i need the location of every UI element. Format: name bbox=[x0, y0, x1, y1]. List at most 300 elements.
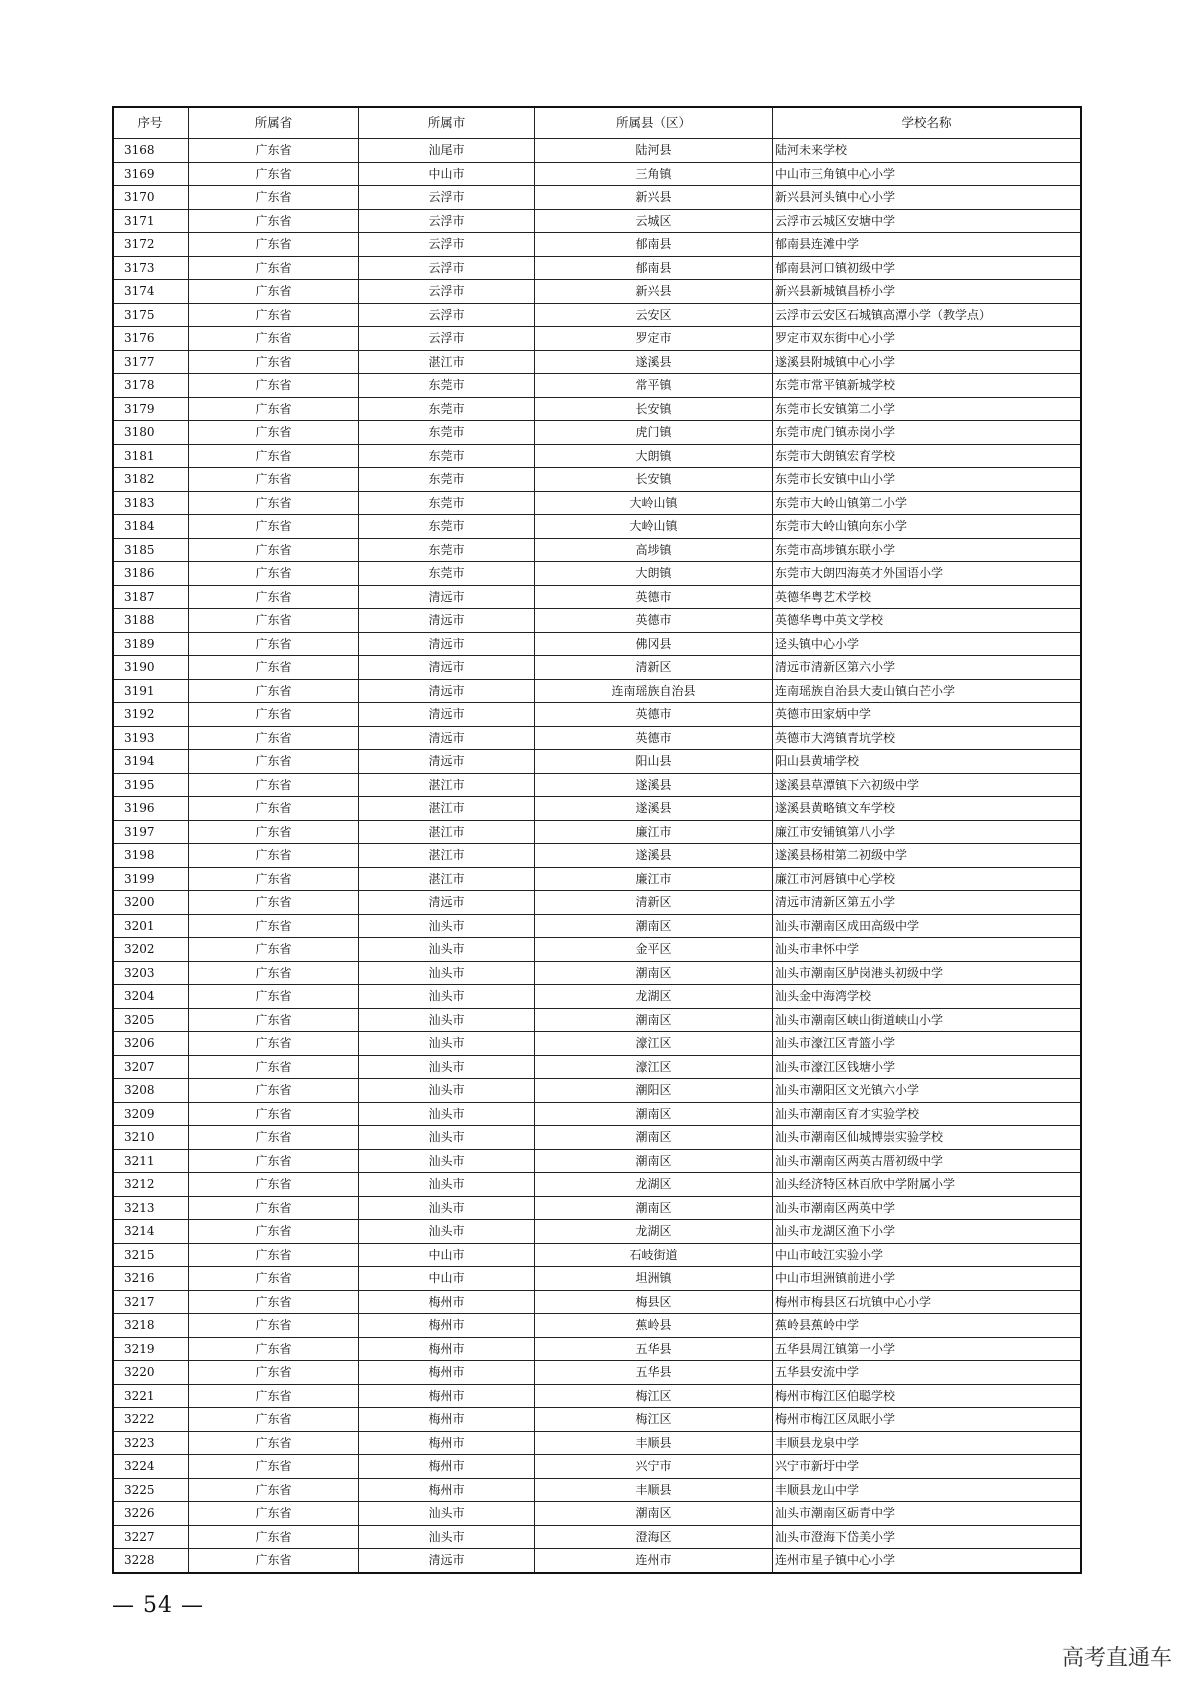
cell-index: 3174 bbox=[113, 280, 189, 304]
cell-school-name: 罗定市双东街中心小学 bbox=[773, 327, 1082, 351]
cell-county: 大岭山镇 bbox=[535, 515, 773, 539]
cell-city: 汕头市 bbox=[359, 1173, 535, 1197]
table-row bbox=[113, 1408, 1081, 1432]
cell-province: 广东省 bbox=[189, 1196, 359, 1220]
cell-city: 湛江市 bbox=[359, 820, 535, 844]
cell-province: 广东省 bbox=[189, 609, 359, 633]
cell-index: 3206 bbox=[113, 1032, 189, 1056]
cell-city: 汕头市 bbox=[359, 1032, 535, 1056]
cell-city: 清远市 bbox=[359, 585, 535, 609]
cell-city: 湛江市 bbox=[359, 773, 535, 797]
cell-province: 广东省 bbox=[189, 750, 359, 774]
cell-school-name: 汕头市濠江区青篮小学 bbox=[773, 1032, 1082, 1056]
cell-city: 汕头市 bbox=[359, 985, 535, 1009]
cell-index: 3170 bbox=[113, 186, 189, 210]
cell-province: 广东省 bbox=[189, 444, 359, 468]
cell-province: 广东省 bbox=[189, 1525, 359, 1549]
cell-index: 3212 bbox=[113, 1173, 189, 1197]
cell-city: 湛江市 bbox=[359, 350, 535, 374]
cell-county: 新兴县 bbox=[535, 280, 773, 304]
table-row bbox=[113, 1173, 1081, 1197]
table-row bbox=[113, 1431, 1081, 1455]
cell-index: 3221 bbox=[113, 1384, 189, 1408]
cell-school-name: 汕头市潮南区胪岗港头初级中学 bbox=[773, 961, 1082, 985]
table-row bbox=[113, 1079, 1081, 1103]
table-row bbox=[113, 491, 1081, 515]
cell-school-name: 汕头市潮南区仙城博崇实验学校 bbox=[773, 1126, 1082, 1150]
cell-index: 3213 bbox=[113, 1196, 189, 1220]
cell-province: 广东省 bbox=[189, 703, 359, 727]
cell-province: 广东省 bbox=[189, 1220, 359, 1244]
cell-school-name: 阳山县黄埔学校 bbox=[773, 750, 1082, 774]
cell-school-name: 东莞市常平镇新城学校 bbox=[773, 374, 1082, 398]
cell-province: 广东省 bbox=[189, 726, 359, 750]
cell-city: 梅州市 bbox=[359, 1314, 535, 1338]
cell-province: 广东省 bbox=[189, 844, 359, 868]
cell-index: 3191 bbox=[113, 679, 189, 703]
cell-city: 东莞市 bbox=[359, 515, 535, 539]
cell-school-name: 英德华粤中英文学校 bbox=[773, 609, 1082, 633]
cell-county: 大岭山镇 bbox=[535, 491, 773, 515]
table-row bbox=[113, 1220, 1081, 1244]
table-row bbox=[113, 538, 1081, 562]
cell-county: 常平镇 bbox=[535, 374, 773, 398]
cell-school-name: 陆河未来学校 bbox=[773, 139, 1082, 163]
cell-index: 3208 bbox=[113, 1079, 189, 1103]
table-row bbox=[113, 350, 1081, 374]
cell-province: 广东省 bbox=[189, 1173, 359, 1197]
table-row bbox=[113, 1525, 1081, 1549]
table-row bbox=[113, 585, 1081, 609]
cell-school-name: 云浮市云安区石城镇高潭小学（教学点） bbox=[773, 303, 1082, 327]
cell-province: 广东省 bbox=[189, 1290, 359, 1314]
cell-city: 云浮市 bbox=[359, 233, 535, 257]
school-list-table bbox=[112, 106, 1082, 1574]
cell-county: 阳山县 bbox=[535, 750, 773, 774]
table-row bbox=[113, 209, 1081, 233]
cell-county: 潮南区 bbox=[535, 1196, 773, 1220]
table-row bbox=[113, 139, 1081, 163]
cell-city: 汕头市 bbox=[359, 1055, 535, 1079]
cell-school-name: 遂溪县草潭镇下六初级中学 bbox=[773, 773, 1082, 797]
cell-city: 汕头市 bbox=[359, 1126, 535, 1150]
cell-index: 3169 bbox=[113, 162, 189, 186]
cell-county: 潮南区 bbox=[535, 961, 773, 985]
cell-school-name: 东莞市高埗镇东联小学 bbox=[773, 538, 1082, 562]
cell-county: 蕉岭县 bbox=[535, 1314, 773, 1338]
cell-index: 3201 bbox=[113, 914, 189, 938]
cell-province: 广东省 bbox=[189, 1337, 359, 1361]
cell-index: 3194 bbox=[113, 750, 189, 774]
table-row bbox=[113, 609, 1081, 633]
cell-index: 3184 bbox=[113, 515, 189, 539]
cell-county: 五华县 bbox=[535, 1337, 773, 1361]
cell-index: 3172 bbox=[113, 233, 189, 257]
cell-county: 英德市 bbox=[535, 726, 773, 750]
cell-county: 佛冈县 bbox=[535, 632, 773, 656]
cell-province: 广东省 bbox=[189, 820, 359, 844]
cell-county: 陆河县 bbox=[535, 139, 773, 163]
cell-province: 广东省 bbox=[189, 1502, 359, 1526]
cell-province: 广东省 bbox=[189, 656, 359, 680]
cell-index: 3222 bbox=[113, 1408, 189, 1432]
table-row bbox=[113, 820, 1081, 844]
cell-province: 广东省 bbox=[189, 1478, 359, 1502]
cell-city: 云浮市 bbox=[359, 186, 535, 210]
cell-province: 广东省 bbox=[189, 233, 359, 257]
cell-school-name: 汕头市聿怀中学 bbox=[773, 938, 1082, 962]
table-row bbox=[113, 1290, 1081, 1314]
cell-school-name: 遂溪县杨柑第二初级中学 bbox=[773, 844, 1082, 868]
cell-province: 广东省 bbox=[189, 585, 359, 609]
table-row bbox=[113, 1008, 1081, 1032]
cell-school-name: 东莞市虎门镇赤岗小学 bbox=[773, 421, 1082, 445]
cell-city: 汕头市 bbox=[359, 1149, 535, 1173]
cell-province: 广东省 bbox=[189, 938, 359, 962]
cell-school-name: 丰顺县龙山中学 bbox=[773, 1478, 1082, 1502]
cell-index: 3179 bbox=[113, 397, 189, 421]
cell-province: 广东省 bbox=[189, 1032, 359, 1056]
cell-county: 潮南区 bbox=[535, 1102, 773, 1126]
cell-county: 潮南区 bbox=[535, 1126, 773, 1150]
cell-city: 东莞市 bbox=[359, 562, 535, 586]
cell-city: 云浮市 bbox=[359, 303, 535, 327]
cell-city: 梅州市 bbox=[359, 1384, 535, 1408]
cell-school-name: 汕头金中海湾学校 bbox=[773, 985, 1082, 1009]
table-row bbox=[113, 280, 1081, 304]
cell-city: 云浮市 bbox=[359, 327, 535, 351]
cell-index: 3180 bbox=[113, 421, 189, 445]
cell-county: 遂溪县 bbox=[535, 773, 773, 797]
cell-province: 广东省 bbox=[189, 186, 359, 210]
cell-school-name: 汕头市潮南区育才实验学校 bbox=[773, 1102, 1082, 1126]
table-row bbox=[113, 961, 1081, 985]
table-row bbox=[113, 1549, 1081, 1573]
table-row bbox=[113, 1032, 1081, 1056]
cell-index: 3228 bbox=[113, 1549, 189, 1573]
cell-index: 3202 bbox=[113, 938, 189, 962]
cell-index: 3204 bbox=[113, 985, 189, 1009]
cell-county: 三角镇 bbox=[535, 162, 773, 186]
cell-province: 广东省 bbox=[189, 327, 359, 351]
cell-school-name: 云浮市云城区安塘中学 bbox=[773, 209, 1082, 233]
cell-index: 3223 bbox=[113, 1431, 189, 1455]
cell-province: 广东省 bbox=[189, 209, 359, 233]
cell-city: 汕头市 bbox=[359, 938, 535, 962]
cell-index: 3175 bbox=[113, 303, 189, 327]
header-province: 所属省 bbox=[189, 107, 359, 139]
cell-county: 清新区 bbox=[535, 656, 773, 680]
cell-province: 广东省 bbox=[189, 1079, 359, 1103]
cell-province: 广东省 bbox=[189, 1361, 359, 1385]
cell-county: 遂溪县 bbox=[535, 797, 773, 821]
cell-county: 潮南区 bbox=[535, 1502, 773, 1526]
cell-city: 湛江市 bbox=[359, 844, 535, 868]
cell-city: 汕头市 bbox=[359, 961, 535, 985]
table-row bbox=[113, 656, 1081, 680]
cell-city: 清远市 bbox=[359, 750, 535, 774]
table-row bbox=[113, 750, 1081, 774]
cell-city: 梅州市 bbox=[359, 1290, 535, 1314]
cell-county: 濠江区 bbox=[535, 1032, 773, 1056]
cell-city: 云浮市 bbox=[359, 280, 535, 304]
cell-city: 梅州市 bbox=[359, 1431, 535, 1455]
cell-school-name: 英德华粤艺术学校 bbox=[773, 585, 1082, 609]
cell-city: 汕头市 bbox=[359, 914, 535, 938]
cell-county: 罗定市 bbox=[535, 327, 773, 351]
table-row bbox=[113, 938, 1081, 962]
table-row bbox=[113, 1455, 1081, 1479]
table-row bbox=[113, 374, 1081, 398]
cell-school-name: 遂溪县黄略镇文车学校 bbox=[773, 797, 1082, 821]
cell-index: 3203 bbox=[113, 961, 189, 985]
cell-city: 汕头市 bbox=[359, 1079, 535, 1103]
cell-province: 广东省 bbox=[189, 1243, 359, 1267]
cell-province: 广东省 bbox=[189, 961, 359, 985]
cell-school-name: 汕头经济特区林百欣中学附属小学 bbox=[773, 1173, 1082, 1197]
cell-index: 3187 bbox=[113, 585, 189, 609]
cell-city: 汕头市 bbox=[359, 1525, 535, 1549]
table-row bbox=[113, 562, 1081, 586]
table-row bbox=[113, 256, 1081, 280]
cell-index: 3210 bbox=[113, 1126, 189, 1150]
cell-county: 长安镇 bbox=[535, 397, 773, 421]
cell-county: 英德市 bbox=[535, 703, 773, 727]
cell-city: 汕头市 bbox=[359, 1220, 535, 1244]
cell-city: 梅州市 bbox=[359, 1478, 535, 1502]
cell-index: 3195 bbox=[113, 773, 189, 797]
cell-index: 3185 bbox=[113, 538, 189, 562]
cell-school-name: 清远市清新区第五小学 bbox=[773, 891, 1082, 915]
cell-province: 广东省 bbox=[189, 1384, 359, 1408]
cell-index: 3209 bbox=[113, 1102, 189, 1126]
cell-index: 3227 bbox=[113, 1525, 189, 1549]
cell-school-name: 遂溪县附城镇中心小学 bbox=[773, 350, 1082, 374]
table-row bbox=[113, 1502, 1081, 1526]
cell-county: 虎门镇 bbox=[535, 421, 773, 445]
cell-city: 汕头市 bbox=[359, 1008, 535, 1032]
table-row bbox=[113, 1384, 1081, 1408]
cell-province: 广东省 bbox=[189, 350, 359, 374]
cell-county: 梅江区 bbox=[535, 1384, 773, 1408]
cell-county: 长安镇 bbox=[535, 468, 773, 492]
table-row bbox=[113, 444, 1081, 468]
cell-province: 广东省 bbox=[189, 397, 359, 421]
table-row bbox=[113, 891, 1081, 915]
table-row bbox=[113, 797, 1081, 821]
cell-city: 东莞市 bbox=[359, 491, 535, 515]
cell-province: 广东省 bbox=[189, 797, 359, 821]
cell-city: 梅州市 bbox=[359, 1361, 535, 1385]
table-row bbox=[113, 421, 1081, 445]
table-row bbox=[113, 914, 1081, 938]
cell-county: 澄海区 bbox=[535, 1525, 773, 1549]
cell-county: 濠江区 bbox=[535, 1055, 773, 1079]
cell-county: 大朗镇 bbox=[535, 444, 773, 468]
cell-index: 3207 bbox=[113, 1055, 189, 1079]
cell-school-name: 中山市岐江实验小学 bbox=[773, 1243, 1082, 1267]
cell-city: 梅州市 bbox=[359, 1408, 535, 1432]
cell-province: 广东省 bbox=[189, 374, 359, 398]
cell-index: 3193 bbox=[113, 726, 189, 750]
cell-index: 3177 bbox=[113, 350, 189, 374]
cell-index: 3188 bbox=[113, 609, 189, 633]
cell-county: 云安区 bbox=[535, 303, 773, 327]
cell-county: 石岐街道 bbox=[535, 1243, 773, 1267]
header-city: 所属市 bbox=[359, 107, 535, 139]
cell-province: 广东省 bbox=[189, 1008, 359, 1032]
table-row bbox=[113, 468, 1081, 492]
cell-index: 3171 bbox=[113, 209, 189, 233]
cell-index: 3182 bbox=[113, 468, 189, 492]
cell-school-name: 梅州市梅江区伯聪学校 bbox=[773, 1384, 1082, 1408]
cell-index: 3200 bbox=[113, 891, 189, 915]
table-row bbox=[113, 773, 1081, 797]
cell-school-name: 东莞市大岭山镇第二小学 bbox=[773, 491, 1082, 515]
cell-province: 广东省 bbox=[189, 632, 359, 656]
cell-index: 3197 bbox=[113, 820, 189, 844]
cell-school-name: 中山市坦洲镇前进小学 bbox=[773, 1267, 1082, 1291]
cell-index: 3199 bbox=[113, 867, 189, 891]
cell-county: 廉江市 bbox=[535, 867, 773, 891]
table-row bbox=[113, 1361, 1081, 1385]
cell-province: 广东省 bbox=[189, 1102, 359, 1126]
cell-index: 3220 bbox=[113, 1361, 189, 1385]
table-row bbox=[113, 726, 1081, 750]
cell-province: 广东省 bbox=[189, 1314, 359, 1338]
table-row bbox=[113, 515, 1081, 539]
cell-province: 广东省 bbox=[189, 1408, 359, 1432]
table-row bbox=[113, 1337, 1081, 1361]
cell-school-name: 廉江市河唇镇中心学校 bbox=[773, 867, 1082, 891]
cell-province: 广东省 bbox=[189, 867, 359, 891]
cell-province: 广东省 bbox=[189, 891, 359, 915]
cell-province: 广东省 bbox=[189, 515, 359, 539]
cell-county: 大朗镇 bbox=[535, 562, 773, 586]
cell-county: 新兴县 bbox=[535, 186, 773, 210]
cell-county: 连南瑶族自治县 bbox=[535, 679, 773, 703]
cell-county: 龙湖区 bbox=[535, 1173, 773, 1197]
cell-index: 3198 bbox=[113, 844, 189, 868]
cell-index: 3218 bbox=[113, 1314, 189, 1338]
table-row bbox=[113, 397, 1081, 421]
cell-index: 3173 bbox=[113, 256, 189, 280]
cell-county: 遂溪县 bbox=[535, 350, 773, 374]
cell-city: 汕头市 bbox=[359, 1502, 535, 1526]
cell-index: 3226 bbox=[113, 1502, 189, 1526]
cell-province: 广东省 bbox=[189, 468, 359, 492]
cell-index: 3217 bbox=[113, 1290, 189, 1314]
cell-index: 3224 bbox=[113, 1455, 189, 1479]
cell-county: 云城区 bbox=[535, 209, 773, 233]
cell-school-name: 汕头市潮阳区文光镇六小学 bbox=[773, 1079, 1082, 1103]
cell-county: 郁南县 bbox=[535, 233, 773, 257]
cell-school-name: 英德市田家炳中学 bbox=[773, 703, 1082, 727]
cell-city: 清远市 bbox=[359, 1549, 535, 1573]
cell-city: 湛江市 bbox=[359, 797, 535, 821]
cell-index: 3192 bbox=[113, 703, 189, 727]
cell-index: 3211 bbox=[113, 1149, 189, 1173]
cell-county: 英德市 bbox=[535, 609, 773, 633]
cell-index: 3214 bbox=[113, 1220, 189, 1244]
table-row bbox=[113, 1055, 1081, 1079]
table-row bbox=[113, 679, 1081, 703]
cell-province: 广东省 bbox=[189, 985, 359, 1009]
cell-city: 汕尾市 bbox=[359, 139, 535, 163]
cell-county: 丰顺县 bbox=[535, 1431, 773, 1455]
cell-school-name: 汕头市龙湖区渔下小学 bbox=[773, 1220, 1082, 1244]
cell-school-name: 汕头市潮南区两英中学 bbox=[773, 1196, 1082, 1220]
cell-province: 广东省 bbox=[189, 139, 359, 163]
cell-index: 3168 bbox=[113, 139, 189, 163]
table-row bbox=[113, 1149, 1081, 1173]
cell-index: 3205 bbox=[113, 1008, 189, 1032]
cell-county: 郁南县 bbox=[535, 256, 773, 280]
cell-school-name: 连南瑶族自治县大麦山镇白芒小学 bbox=[773, 679, 1082, 703]
cell-index: 3190 bbox=[113, 656, 189, 680]
cell-county: 丰顺县 bbox=[535, 1478, 773, 1502]
cell-province: 广东省 bbox=[189, 421, 359, 445]
cell-school-name: 汕头市潮南区两英古厝初级中学 bbox=[773, 1149, 1082, 1173]
table-row bbox=[113, 1196, 1081, 1220]
table-row bbox=[113, 186, 1081, 210]
cell-city: 中山市 bbox=[359, 162, 535, 186]
cell-county: 五华县 bbox=[535, 1361, 773, 1385]
cell-province: 广东省 bbox=[189, 679, 359, 703]
cell-index: 3189 bbox=[113, 632, 189, 656]
cell-school-name: 新兴县新城镇昌桥小学 bbox=[773, 280, 1082, 304]
cell-county: 龙湖区 bbox=[535, 985, 773, 1009]
cell-school-name: 东莞市长安镇第二小学 bbox=[773, 397, 1082, 421]
cell-province: 广东省 bbox=[189, 1055, 359, 1079]
cell-school-name: 梅州市梅县区石坑镇中心小学 bbox=[773, 1290, 1082, 1314]
cell-province: 广东省 bbox=[189, 1455, 359, 1479]
cell-city: 东莞市 bbox=[359, 538, 535, 562]
table-row bbox=[113, 1314, 1081, 1338]
cell-city: 东莞市 bbox=[359, 468, 535, 492]
cell-index: 3183 bbox=[113, 491, 189, 515]
cell-city: 清远市 bbox=[359, 656, 535, 680]
cell-school-name: 新兴县河头镇中心小学 bbox=[773, 186, 1082, 210]
cell-school-name: 汕头市濠江区钱塘小学 bbox=[773, 1055, 1082, 1079]
cell-province: 广东省 bbox=[189, 491, 359, 515]
table-row bbox=[113, 867, 1081, 891]
cell-city: 云浮市 bbox=[359, 256, 535, 280]
cell-city: 汕头市 bbox=[359, 1196, 535, 1220]
cell-city: 清远市 bbox=[359, 891, 535, 915]
cell-province: 广东省 bbox=[189, 1149, 359, 1173]
cell-school-name: 汕头市潮南区成田高级中学 bbox=[773, 914, 1082, 938]
table-row bbox=[113, 1102, 1081, 1126]
cell-school-name: 蕉岭县蕉岭中学 bbox=[773, 1314, 1082, 1338]
header-index: 序号 bbox=[113, 107, 189, 139]
cell-county: 潮南区 bbox=[535, 1149, 773, 1173]
cell-index: 3219 bbox=[113, 1337, 189, 1361]
table-header-row bbox=[113, 107, 1081, 139]
cell-city: 中山市 bbox=[359, 1243, 535, 1267]
cell-province: 广东省 bbox=[189, 303, 359, 327]
cell-county: 梅江区 bbox=[535, 1408, 773, 1432]
cell-county: 坦洲镇 bbox=[535, 1267, 773, 1291]
cell-province: 广东省 bbox=[189, 1431, 359, 1455]
cell-school-name: 郁南县连滩中学 bbox=[773, 233, 1082, 257]
table-row bbox=[113, 985, 1081, 1009]
cell-school-name: 清远市清新区第六小学 bbox=[773, 656, 1082, 680]
cell-city: 梅州市 bbox=[359, 1337, 535, 1361]
cell-index: 3181 bbox=[113, 444, 189, 468]
table-body bbox=[113, 139, 1081, 1573]
cell-county: 廉江市 bbox=[535, 820, 773, 844]
